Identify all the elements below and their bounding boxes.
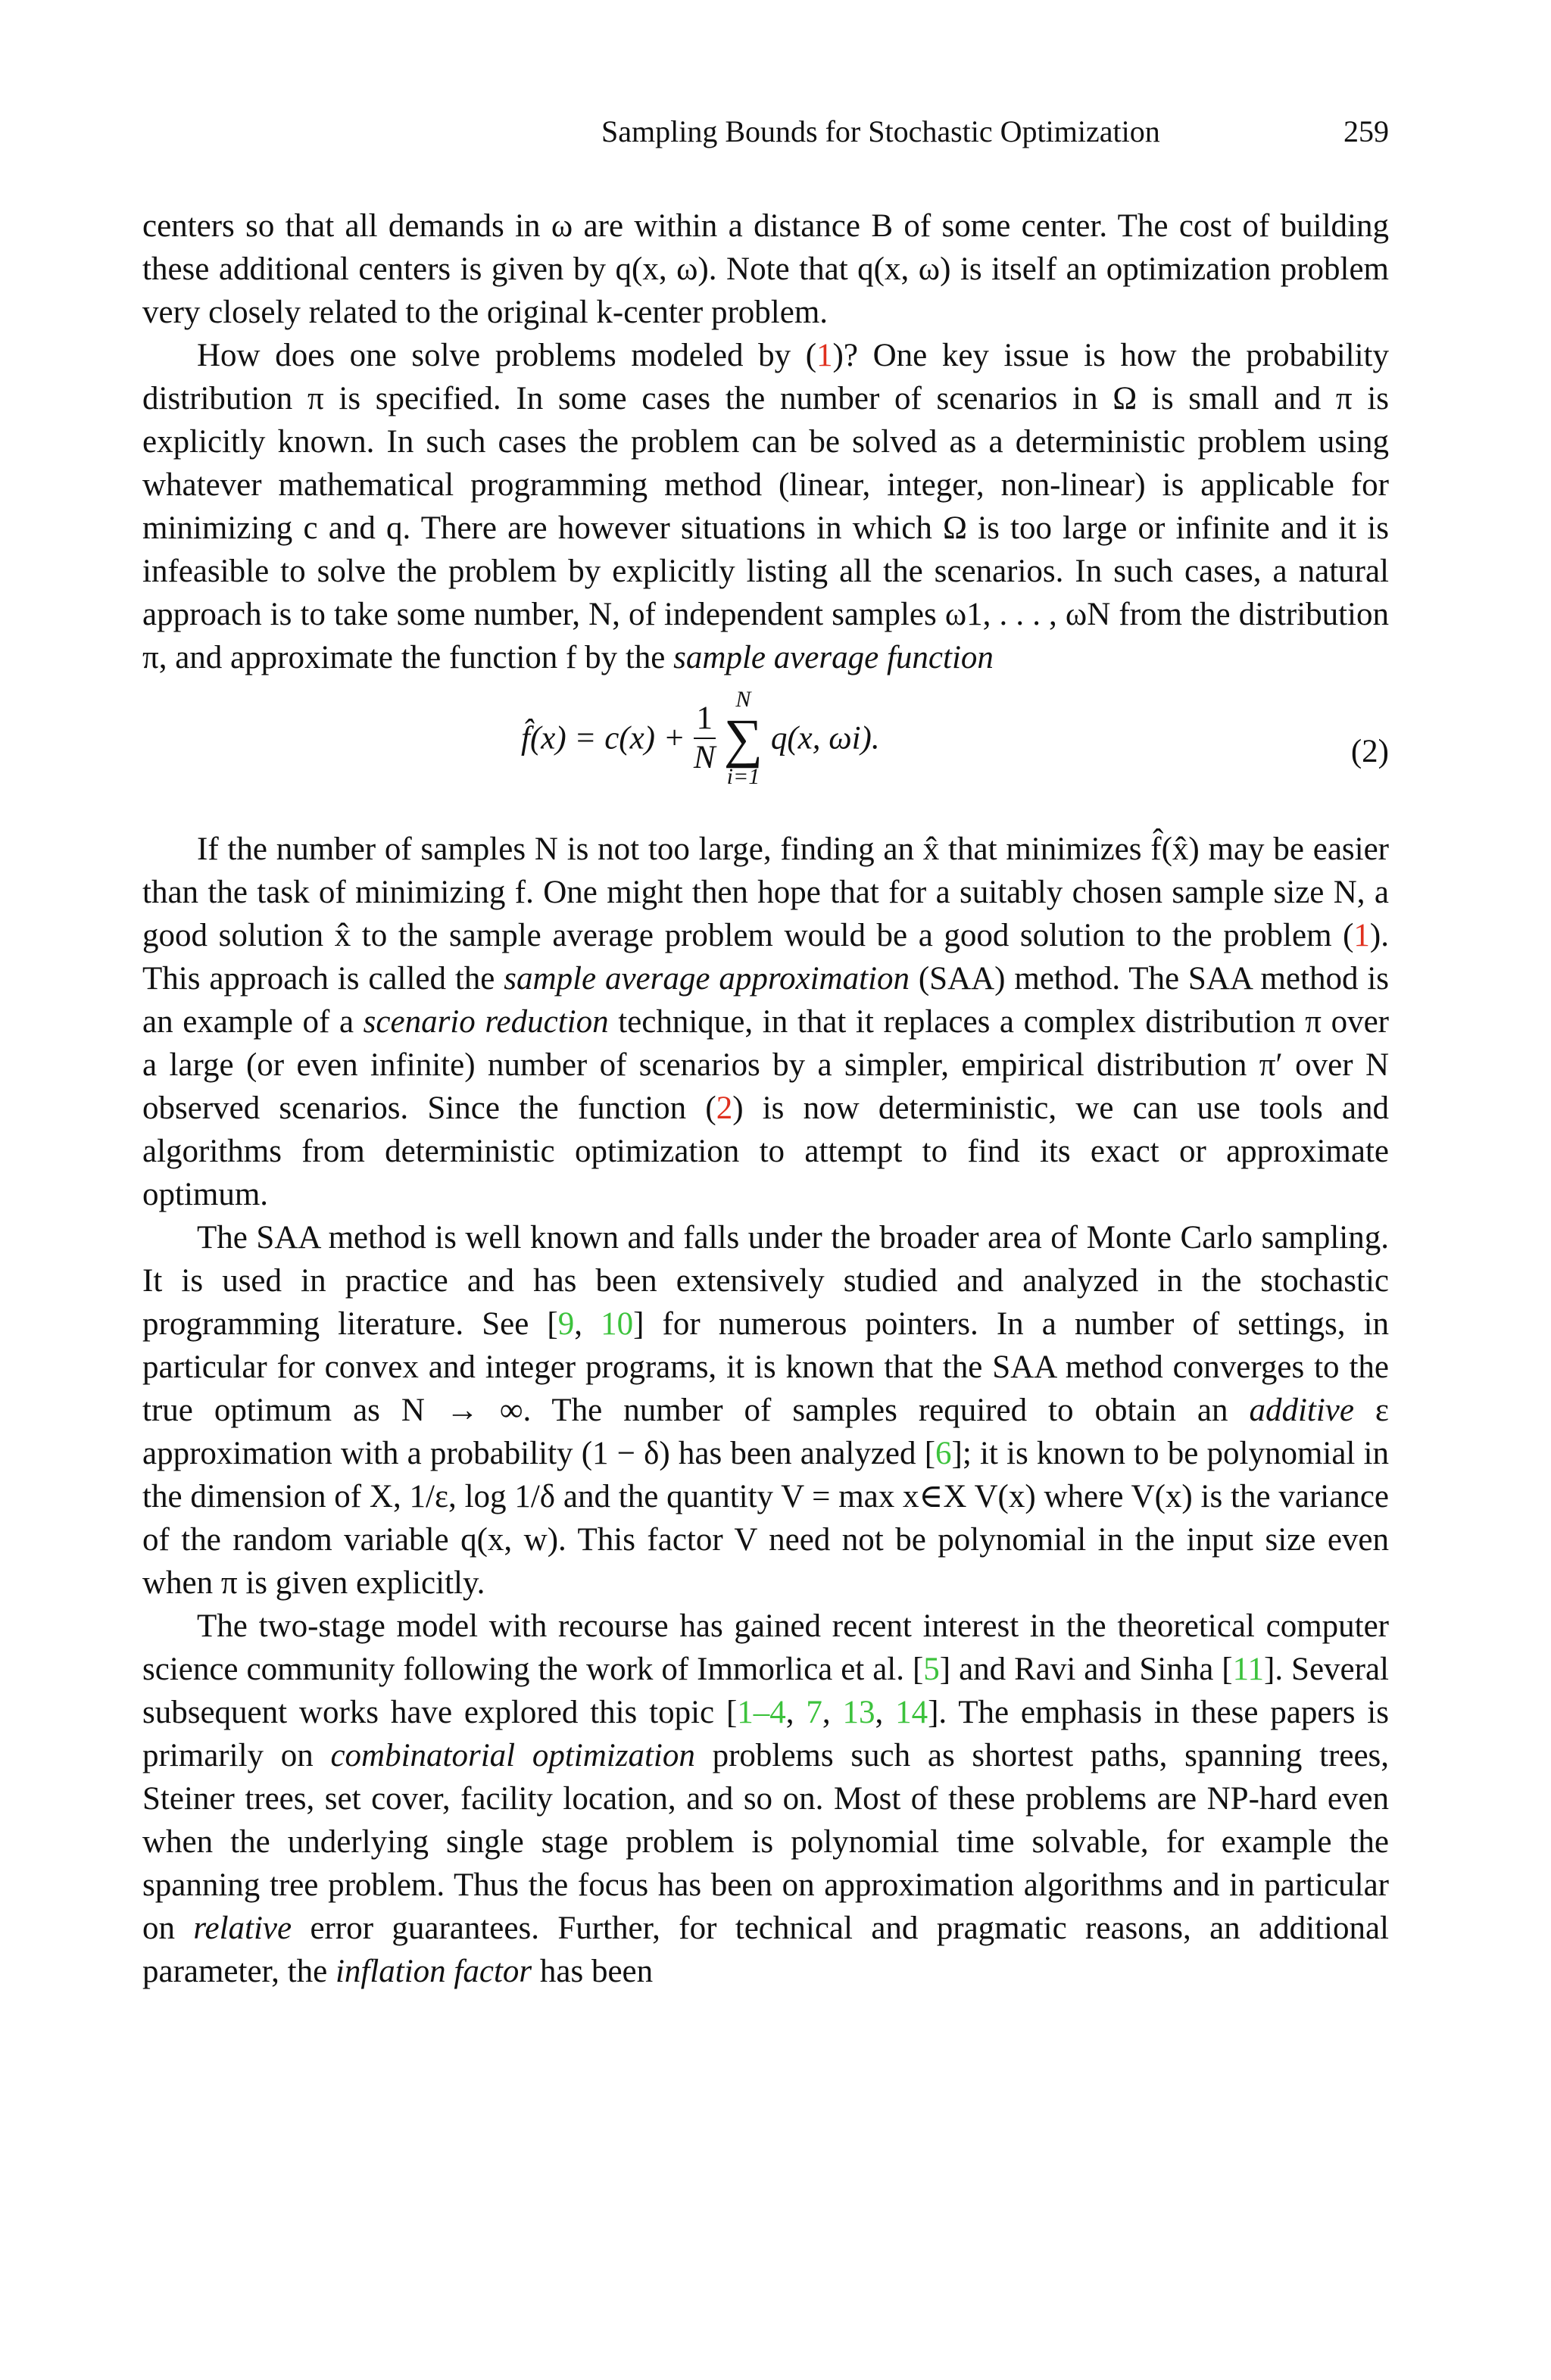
emphasis: additive xyxy=(1249,1393,1354,1428)
text-run: problems such as shortest paths, spanning trees, Steiner trees, set cover, facility location, and so on. Most of these problems are NP-hard even when the underlying single stage problem is polynomial time solvable, for example the spanning tree problem. Thus the focus has been on approximation algorithms and in particular on xyxy=(142,1738,1390,1946)
paragraph-2 xyxy=(142,334,1389,679)
equation-ref-2[interactable]: 2 xyxy=(716,1090,733,1126)
equation-ref-1[interactable]: 1 xyxy=(816,338,833,373)
text-run: How does one solve problems modeled by ( xyxy=(197,338,817,373)
equation-formula xyxy=(521,688,1051,817)
fraction-denominator: N xyxy=(693,740,716,775)
summation-upper: N xyxy=(735,687,751,712)
text-run: ). This approach is called the xyxy=(142,918,1389,997)
paragraph-5 xyxy=(142,1605,1389,1993)
citation-1-4[interactable]: 1–4 xyxy=(737,1695,786,1730)
citation-13[interactable]: 13 xyxy=(842,1695,875,1730)
text-run: ) is now deterministic, we can use tools and algorithms from deterministic optimization to attempt to find its exact or approximate optimum. xyxy=(142,1090,1389,1212)
text-run: , xyxy=(875,1695,896,1730)
emphasis: scenario reduction xyxy=(363,1004,609,1040)
emphasis: relative xyxy=(193,1911,292,1946)
summation-sigma: ∑ xyxy=(723,708,763,769)
running-header xyxy=(601,114,1389,159)
citation-9[interactable]: 9 xyxy=(557,1306,575,1342)
page-number: 259 xyxy=(1343,114,1389,148)
text-run: The two-stage model with recourse has gained recent interest in the theoretical computer science community following the work of Immorlica et al. [ xyxy=(142,1608,1389,1687)
text-run: , xyxy=(785,1695,807,1730)
text-run: has been xyxy=(532,1954,654,1989)
text-run: ] and Ravi and Sinha [ xyxy=(939,1652,1233,1687)
summation xyxy=(724,688,763,788)
emphasis: combinatorial optimization xyxy=(330,1738,695,1773)
running-title: Sampling Bounds for Stochastic Optimization xyxy=(601,114,1160,148)
paragraph-1 xyxy=(142,204,1389,334)
equation-lhs: f̂(x) = c(x) + xyxy=(521,720,685,756)
text-run: ]. Several subsequent works have explored this topic [ xyxy=(142,1652,1389,1730)
citation-6[interactable]: 6 xyxy=(935,1436,952,1471)
text-run: technique, in that it replaces a complex distribution π over a large (or even infinite) number of scenarios by a simpler, empirical distribution π′ over N observed scenarios. Since the function ( xyxy=(142,1004,1389,1126)
text-run: ] for numerous pointers. In a number of settings, in particular for convex and integer programs, it is known that the SAA method converges to the true optimum as N → ∞. The number of samples required to obtain an xyxy=(142,1306,1390,1428)
equation-number: (2) xyxy=(1350,734,1389,769)
emphasis: inflation factor xyxy=(335,1954,532,1989)
paragraph-4 xyxy=(142,1216,1389,1605)
text-run: ε approximation with a probability (1 − δ) has been analyzed [ xyxy=(142,1393,1389,1471)
emphasis: sample average approximation xyxy=(504,961,910,997)
paragraph-1-text: centers so that all demands in ω are within a distance B of some center. The cost of building these additional centers is given by q(x, ω). Note that q(x, ω) is itself an optimization problem very closely related to the original k-center problem. xyxy=(142,208,1389,330)
text-run: error guarantees. Further, for technical and pragmatic reasons, an additional parameter, the xyxy=(142,1911,1389,1989)
text-run: ]. The emphasis in these papers is primarily on xyxy=(142,1695,1389,1773)
citation-14[interactable]: 14 xyxy=(895,1695,928,1730)
citation-10[interactable]: 10 xyxy=(601,1306,634,1342)
text-run: (SAA) method. The SAA method is an example of a xyxy=(142,961,1389,1040)
equation-ref-1[interactable]: 1 xyxy=(1353,918,1370,953)
text-run: If the number of samples N is not too large, finding an x̂ that minimizes f̂(x̂) may be easier than the task of minimizing f. One might then hope that for a suitably chosen sample size N, a good solution x̂ to the sample average problem would be a good solution to the problem ( xyxy=(142,831,1389,953)
text-run: )? One key issue is how the probability distribution π is specified. In some cases the number of scenarios in Ω is small and π is explicitly known. In such cases the problem can be solved as a deterministic problem using whatever mathematical programming method (linear, integer, non-linear) is applicable for minimizing c and q. There are however situations in which Ω is too large or infinite and it is infeasible to solve the problem by explicitly listing all the scenarios. In such cases, a natural approach is to take some number, N, of independent samples ω1, . . . , ωN from the distribution π, and approximate the function f by the xyxy=(142,338,1389,675)
text-run: The SAA method is well known and falls under the broader area of Monte Carlo sampling. It is used in practice and has been extensively studied and analyzed in the stochastic programming literature. See [ xyxy=(142,1220,1389,1342)
summation-lower: i=1 xyxy=(726,764,760,789)
equation-rhs: q(x, ωi). xyxy=(770,720,880,756)
equation-2 xyxy=(142,688,1389,817)
text-run: ]; it is known to be polynomial in the dimension of X, 1/ε, log 1/δ and the quantity V = max x∈X V(x) where V(x) is the variance of the random variable q(x, w). This factor V need not be polynomial in the input size even when π is given explicitly. xyxy=(142,1436,1389,1601)
paragraph-3 xyxy=(142,828,1389,1216)
emphasis: sample average function xyxy=(673,640,994,675)
citation-11[interactable]: 11 xyxy=(1232,1652,1265,1687)
text-run: , xyxy=(574,1306,601,1342)
citation-7[interactable]: 7 xyxy=(806,1695,822,1730)
page-body xyxy=(142,204,1389,1993)
fraction-numerator: 1 xyxy=(694,700,716,739)
equation-fraction xyxy=(694,700,716,777)
citation-5[interactable]: 5 xyxy=(923,1652,940,1687)
text-run: , xyxy=(822,1695,843,1730)
